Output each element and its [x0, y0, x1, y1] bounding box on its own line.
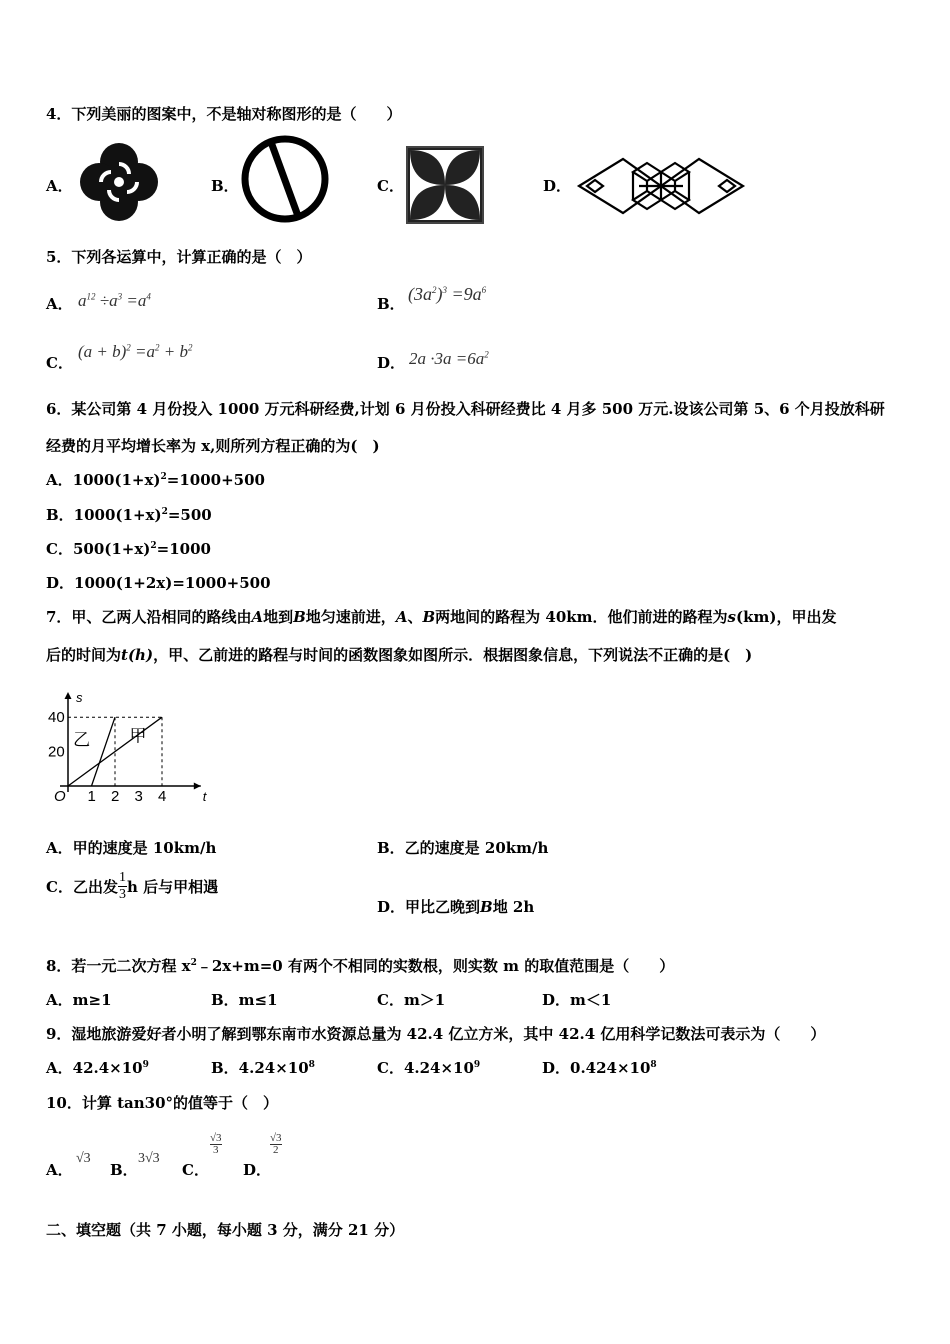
q5-stem: 5．下列各运算中，计算正确的是（ ） — [46, 248, 312, 266]
y-tick-label: 20 — [48, 743, 65, 761]
y-tick-label: 40 — [48, 709, 65, 727]
section-2-heading: 二、填空题（共 7 小题，每小题 3 分，满分 21 分） — [46, 1221, 405, 1239]
q7-stem-line-2: 后的时间为t(h)，甲、乙前进的路程与时间的函数图象如图所示．根据图象信息，下列说法不正确的是( ) — [46, 646, 753, 664]
q10-option-c-label: C． — [182, 1161, 209, 1179]
q10-option-a-label: A． — [46, 1161, 73, 1179]
q6-option-d: D．1000(1+2x)=1000+500 — [46, 574, 271, 592]
q4-option-c-label: C． — [377, 177, 404, 195]
q8-option-d: D．m＜1 — [542, 991, 612, 1009]
q5-option-c-label: C． — [46, 354, 73, 372]
q10-sqrt-b: 3√3 — [138, 1151, 160, 1166]
q9-option-b: B．$4.24\times 10^8$ — [211, 1059, 315, 1077]
q4-option-d-label: D． — [543, 177, 572, 195]
q8-option-b: B．m≤1 — [211, 991, 278, 1009]
q5-expr-d: $2a \cdot 3a =6a^2$ — [409, 349, 489, 368]
q5-expr-a: $a^{12} \div a^3 =a^4$ — [78, 291, 151, 310]
q6-option-c: C．$500(1+x)^2=1000$ — [46, 540, 211, 558]
q10-option-b-label: B． — [110, 1161, 138, 1179]
q5-expr-c: $(a + b)^2 =a^2 + b^2$ — [78, 342, 193, 361]
x-axis-label: t — [202, 789, 207, 804]
q6-stem-line-2: 经费的月平均增长率为 x,则所列方程正确的为( ) — [46, 437, 380, 455]
q10-sqrt-a: √3 — [76, 1151, 91, 1166]
series-label-yi: 乙 — [73, 730, 91, 750]
q9-option-a: A．$42.4\times 10^9$ — [46, 1059, 149, 1077]
y-axis-arrow — [65, 692, 72, 699]
q4-stem: 4．下列美丽的图案中，不是轴对称图形的是（ ） — [46, 105, 402, 123]
q6-option-a: A．$1000(1+x)^2=1000+500$ — [46, 471, 265, 489]
q5-option-a-label: A． — [46, 295, 73, 313]
q4-option-b-label: B． — [211, 177, 239, 195]
q7-option-c: C．乙出发 $\frac{1}{3}$ h 后与甲相遇 — [46, 870, 219, 902]
y-axis-label: s — [76, 690, 83, 705]
q5-expr-b: $(3a^2)^3 =9a^6$ — [408, 284, 487, 304]
q10-option-d-label: D． — [243, 1161, 272, 1179]
q9-option-d: D．$0.424\times 10^8$ — [542, 1059, 657, 1077]
x-tick-label: 4 — [158, 788, 167, 805]
q10-frac-d: √3 2 — [270, 1132, 282, 1156]
q6-stem-line-1: 6．某公司第 4 月份投入 1000 万元科研经费,计划 6 月份投入科研经费比 4 月多 500 万元.设该公司第 5、6 个月投放科研 — [46, 400, 885, 418]
q4-option-a-label: A． — [46, 177, 73, 195]
q5-option-d-label: D． — [377, 354, 406, 372]
circle-slash-icon — [238, 134, 332, 224]
q9-option-c: C．$4.24\times 10^9$ — [377, 1059, 481, 1077]
x-axis-arrow — [194, 783, 201, 790]
x-tick-label: 3 — [134, 788, 143, 805]
chinese-knot-icon — [575, 155, 747, 217]
series-line-2 — [92, 717, 116, 786]
q7-option-b: B．乙的速度是 20km/h — [377, 839, 549, 857]
x-tick-label: 1 — [87, 788, 96, 805]
q7-option-d: D．甲比乙晚到B地 2h — [377, 898, 535, 916]
fraction-one-third: $\frac{1}{3}$ — [118, 870, 126, 902]
q10-stem: 10．计算 tan30°的值等于（ ） — [46, 1094, 279, 1112]
series-line-1 — [68, 717, 162, 786]
q7-option-a: A．甲的速度是 10km/h — [46, 839, 217, 857]
q8-option-a: A．m≥1 — [46, 991, 112, 1009]
q9-stem: 9．湿地旅游爱好者小明了解到鄂东南市水资源总量为 42.4 亿立方米，其中 42.4 亿用科学记数法可表示为（ ） — [46, 1025, 826, 1043]
q8-stem: 8．若一元二次方程 $x^2﹣2x+m=0$ 有两个不相同的实数根，则实数 m 的取值范围是（ ） — [46, 957, 675, 975]
q6-option-b: B．$1000(1+x)^2=500$ — [46, 506, 212, 524]
quatrefoil-knot-icon — [78, 142, 160, 222]
q10-frac-c: √3 3 — [210, 1132, 222, 1156]
series-label-jia: 甲 — [129, 726, 147, 746]
distance-time-chart — [46, 688, 221, 810]
x-tick-label: 2 — [111, 788, 120, 805]
leaf-square-icon — [406, 146, 484, 224]
q7-stem-line-1: 7．甲、乙两人沿相同的路线由A地到B地匀速前进，A、B两地间的路程为 40km．他们前进的路程为s(km)，甲出发 — [46, 608, 837, 626]
origin-label: O — [54, 788, 66, 805]
q8-option-c: C．m＞1 — [377, 991, 446, 1009]
q5-option-b-label: B． — [377, 295, 405, 313]
